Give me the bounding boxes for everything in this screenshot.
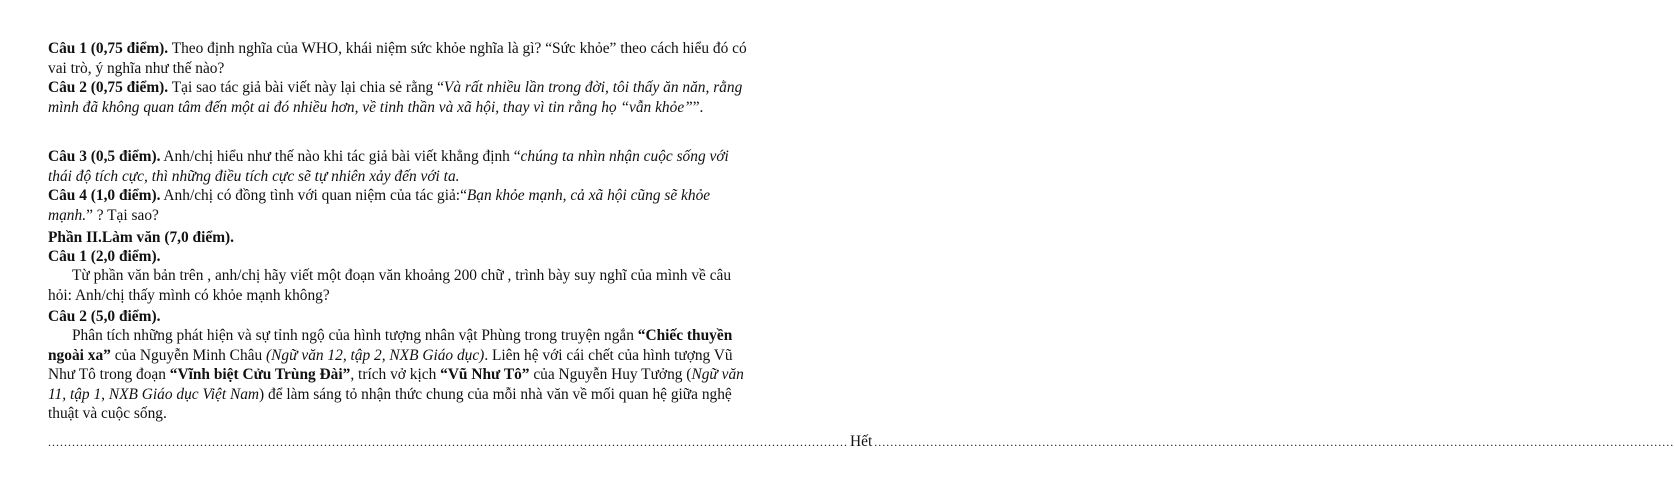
essay-2-text-2: của Nguyễn Minh Châu — [110, 346, 267, 364]
essay-1-heading — [48, 247, 748, 267]
question-1 — [48, 39, 748, 78]
essay-2-text-3: . Liên hệ với cái chết của hình tượng Vũ Như Tô trong đoạn — [48, 346, 733, 383]
essay-1-heading-text: Câu 1 (2,0 điểm). — [48, 248, 161, 265]
essay-2-source-2: Ngữ văn 11, tập 1, NXB Giáo dục Việt Nam — [48, 366, 744, 403]
essay-2-heading — [48, 307, 748, 327]
question-2-quote: Và rất nhiều lần trong đời, tôi thấy ăn năn, rằng mình đã không quan tâm đến một ai đó nhiều hơn, về tinh thần và xã hội, thay vì tin rằng họ “vẫn khỏe” — [48, 79, 743, 116]
end-marker — [48, 432, 1674, 452]
question-3 — [48, 147, 748, 186]
essay-1-prompt: Từ phần văn bản trên , anh/chị hãy viết một đoạn văn khoảng 200 chữ , trình bày suy nghĩ của mình về câu hỏi: Anh/chị thấy mình có khỏe mạnh không? — [48, 267, 732, 304]
essay-2-text-4: , trích vở kịch — [350, 366, 441, 383]
essay-2-text-5: của Nguyễn Huy Tưởng ( — [529, 366, 692, 383]
question-1-text: Theo định nghĩa của WHO, khái niệm sức khỏe nghĩa là gì? “Sức khỏe” theo cách hiểu đó có vai trò, ý nghĩa như thế nào? — [48, 40, 747, 77]
question-4-tail: ” ? Tại sao? — [86, 206, 159, 224]
question-3-label: Câu 3 (0,5 điểm). — [48, 148, 161, 165]
essay-2-text-1: Phân tích những phát hiện và sự tỉnh ngộ của hình tượng nhân vật Phùng trong truyện ngắn — [72, 327, 638, 344]
question-4-text: Anh/chị có đồng tình với quan niệm của tác giả:“ — [160, 187, 467, 204]
question-3-quote: chúng ta nhìn nhận cuộc sống với thái độ tích cực, thì những điều tích cực sẽ tự nhiên xảy đến với ta. — [48, 148, 729, 185]
essay-2-prompt — [48, 326, 748, 424]
essay-2-work-1: “Chiếc thuyền ngoài xa” — [48, 327, 733, 364]
question-4-quote: Bạn khỏe mạnh, cả xã hội cũng sẽ khỏe mạnh. — [48, 187, 711, 224]
essay-2-source-1: (Ngữ văn 12, tập 2, NXB Giáo dục) — [266, 346, 485, 364]
part-2-heading — [48, 228, 748, 248]
question-1-label: Câu 1 (0,75 điểm). — [48, 40, 169, 57]
essay-2-heading-text: Câu 2 (5,0 điểm). — [48, 308, 161, 325]
essay-2-work-3: “Vũ Như Tô” — [440, 366, 530, 383]
question-2-tail: ”. — [692, 98, 704, 116]
end-label: Hết — [850, 433, 873, 450]
question-2 — [48, 78, 748, 117]
question-2-text: Tại sao tác giả bài viết này lại chia sẻ rằng “ — [168, 79, 444, 96]
dotted-leader-left: ........................................................................................................................................................................................................ — [48, 435, 848, 449]
essay-2-work-2: “Vĩnh biệt Cửu Trùng Đài” — [169, 366, 351, 383]
essay-2-text-6: ) để làm sáng tỏ nhận thức chung của mỗi nhà văn về mối quan hệ giữa nghệ thuật và cuộc sống. — [48, 385, 732, 422]
question-4 — [48, 186, 748, 225]
question-2-label: Câu 2 (0,75 điểm). — [48, 79, 169, 96]
dotted-leader-right: ........................................................................................................................................................................................................ — [874, 435, 1674, 449]
question-4-label: Câu 4 (1,0 điểm). — [48, 187, 161, 204]
part-2-heading-text: Phần II.Làm văn (7,0 điểm). — [48, 229, 234, 246]
question-3-text: Anh/chị hiểu như thế nào khi tác giả bài viết khẳng định “ — [160, 148, 521, 165]
